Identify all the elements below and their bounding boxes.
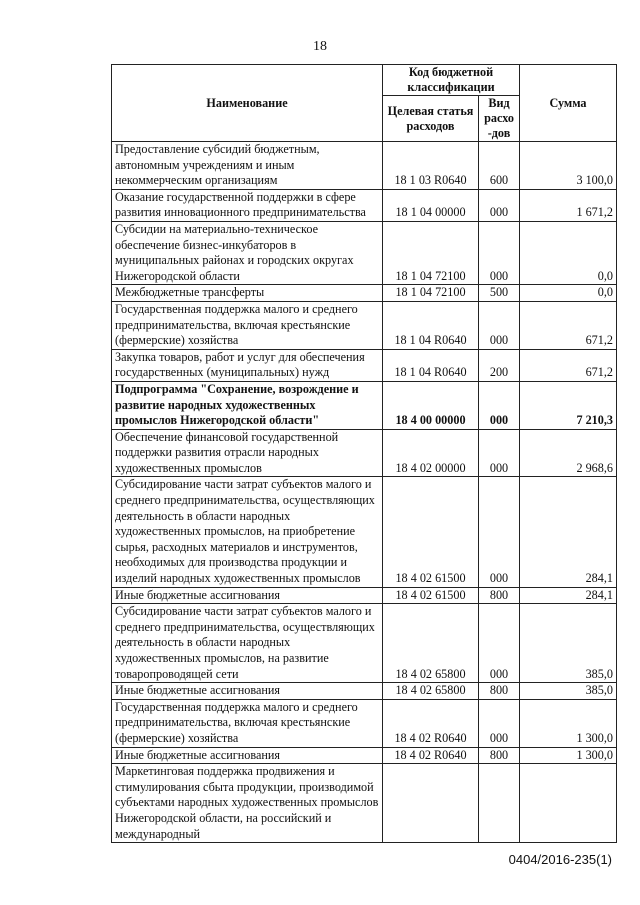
table-row [112, 221, 617, 284]
document-code: 0404/2016-235(1) [508, 852, 612, 867]
row-sum-cell: 1 300,0 [520, 747, 617, 764]
table-row [112, 301, 617, 349]
table-row [112, 604, 617, 683]
header-vid: Вид расхо -дов [479, 96, 520, 142]
row-expense-type-cell: 000 [479, 221, 520, 284]
row-name-cell: Межбюджетные трансферты [112, 285, 383, 302]
row-sum-cell: 671,2 [520, 301, 617, 349]
row-name-cell: Государственная поддержка малого и среднего предпринимательства, включая крестьянские (фермерские) хозяйства [112, 699, 383, 747]
row-name-cell: Закупка товаров, работ и услуг для обеспечения государственных (муниципальных) нужд [112, 349, 383, 381]
table-row [112, 285, 617, 302]
row-target-code-cell: 18 4 02 61500 [383, 587, 479, 604]
row-sum-cell: 0,0 [520, 221, 617, 284]
row-name-cell: Субсидии на материально-техническое обеспечение бизнес-инкубаторов в муниципальных районах и городских округах Нижегородской области [112, 221, 383, 284]
row-name-cell: Субсидирование части затрат субъектов малого и среднего предпринимательства, осуществляющих деятельность в области народных художественных промыслов, на развитие товаропроводящей сети [112, 604, 383, 683]
row-target-code-cell: 18 1 03 R0640 [383, 142, 479, 190]
table-row [112, 477, 617, 587]
row-sum-cell: 385,0 [520, 604, 617, 683]
budget-table [111, 64, 617, 843]
row-target-code-cell: 18 1 04 00000 [383, 189, 479, 221]
row-expense-type-cell: 000 [479, 381, 520, 429]
row-sum-cell: 1 671,2 [520, 189, 617, 221]
table-row [112, 349, 617, 381]
table-row [112, 747, 617, 764]
row-sum-cell: 385,0 [520, 683, 617, 700]
row-sum-cell: 0,0 [520, 285, 617, 302]
row-name-cell: Иные бюджетные ассигнования [112, 683, 383, 700]
row-target-code-cell: 18 4 00 00000 [383, 381, 479, 429]
header-name: Наименование [112, 65, 383, 142]
row-sum-cell [520, 764, 617, 843]
row-name-cell: Подпрограмма "Сохранение, возрождение и развитие народных художественных промыслов Нижегородской области" [112, 381, 383, 429]
row-name-cell: Иные бюджетные ассигнования [112, 587, 383, 604]
table-row [112, 189, 617, 221]
row-target-code-cell: 18 1 04 72100 [383, 285, 479, 302]
row-target-code-cell: 18 4 02 00000 [383, 429, 479, 477]
table-row [112, 764, 617, 843]
row-expense-type-cell: 000 [479, 189, 520, 221]
row-name-cell: Маркетинговая поддержка продвижения и стимулирования сбыта продукции, производимой субъектами народных художественных промыслов Нижегородской области, на российский и международный [112, 764, 383, 843]
row-expense-type-cell: 000 [479, 301, 520, 349]
row-sum-cell: 7 210,3 [520, 381, 617, 429]
row-name-cell: Иные бюджетные ассигнования [112, 747, 383, 764]
row-name-cell: Оказание государственной поддержки в сфере развития инновационного предпринимательства [112, 189, 383, 221]
row-expense-type-cell: 000 [479, 477, 520, 587]
header-sum: Сумма [520, 65, 617, 142]
table-row [112, 683, 617, 700]
row-sum-cell: 284,1 [520, 477, 617, 587]
table-body [112, 142, 617, 843]
row-name-cell: Государственная поддержка малого и среднего предпринимательства, включая крестьянские (фермерские) хозяйства [112, 301, 383, 349]
row-expense-type-cell: 800 [479, 587, 520, 604]
row-target-code-cell: 18 4 02 65800 [383, 604, 479, 683]
row-expense-type-cell: 200 [479, 349, 520, 381]
row-name-cell: Субсидирование части затрат субъектов малого и среднего предпринимательства, осуществляющих деятельность в области народных художественных промыслов, на приобретение сырья, расходных материалов и инструментов, необходимых для производства продукции и изделий народных художественных промыслов [112, 477, 383, 587]
row-name-cell: Обеспечение финансовой государственной поддержки развития отрасли народных художественных промыслов [112, 429, 383, 477]
table-row [112, 381, 617, 429]
table-row [112, 142, 617, 190]
row-sum-cell: 671,2 [520, 349, 617, 381]
row-target-code-cell: 18 4 02 61500 [383, 477, 479, 587]
row-target-code-cell: 18 4 02 R0640 [383, 699, 479, 747]
row-sum-cell: 284,1 [520, 587, 617, 604]
table-header-row [112, 65, 617, 96]
table-row [112, 587, 617, 604]
table-row [112, 429, 617, 477]
row-target-code-cell: 18 1 04 72100 [383, 221, 479, 284]
row-target-code-cell: 18 4 02 65800 [383, 683, 479, 700]
row-expense-type-cell: 000 [479, 604, 520, 683]
row-name-cell: Предоставление субсидий бюджетным, автономным учреждениям и иным некоммерческим организациям [112, 142, 383, 190]
row-expense-type-cell: 000 [479, 429, 520, 477]
row-sum-cell: 3 100,0 [520, 142, 617, 190]
row-expense-type-cell: 500 [479, 285, 520, 302]
header-code-group: Код бюджетной классификации [383, 65, 520, 96]
row-target-code-cell: 18 1 04 R0640 [383, 301, 479, 349]
row-target-code-cell: 18 4 02 R0640 [383, 747, 479, 764]
row-sum-cell: 1 300,0 [520, 699, 617, 747]
row-expense-type-cell [479, 764, 520, 843]
page-number: 18 [313, 39, 327, 54]
row-expense-type-cell: 600 [479, 142, 520, 190]
table-row [112, 699, 617, 747]
row-expense-type-cell: 800 [479, 747, 520, 764]
row-target-code-cell [383, 764, 479, 843]
row-sum-cell: 2 968,6 [520, 429, 617, 477]
row-expense-type-cell: 000 [479, 699, 520, 747]
row-expense-type-cell: 800 [479, 683, 520, 700]
header-target: Целевая статья расходов [383, 96, 479, 142]
row-target-code-cell: 18 1 04 R0640 [383, 349, 479, 381]
